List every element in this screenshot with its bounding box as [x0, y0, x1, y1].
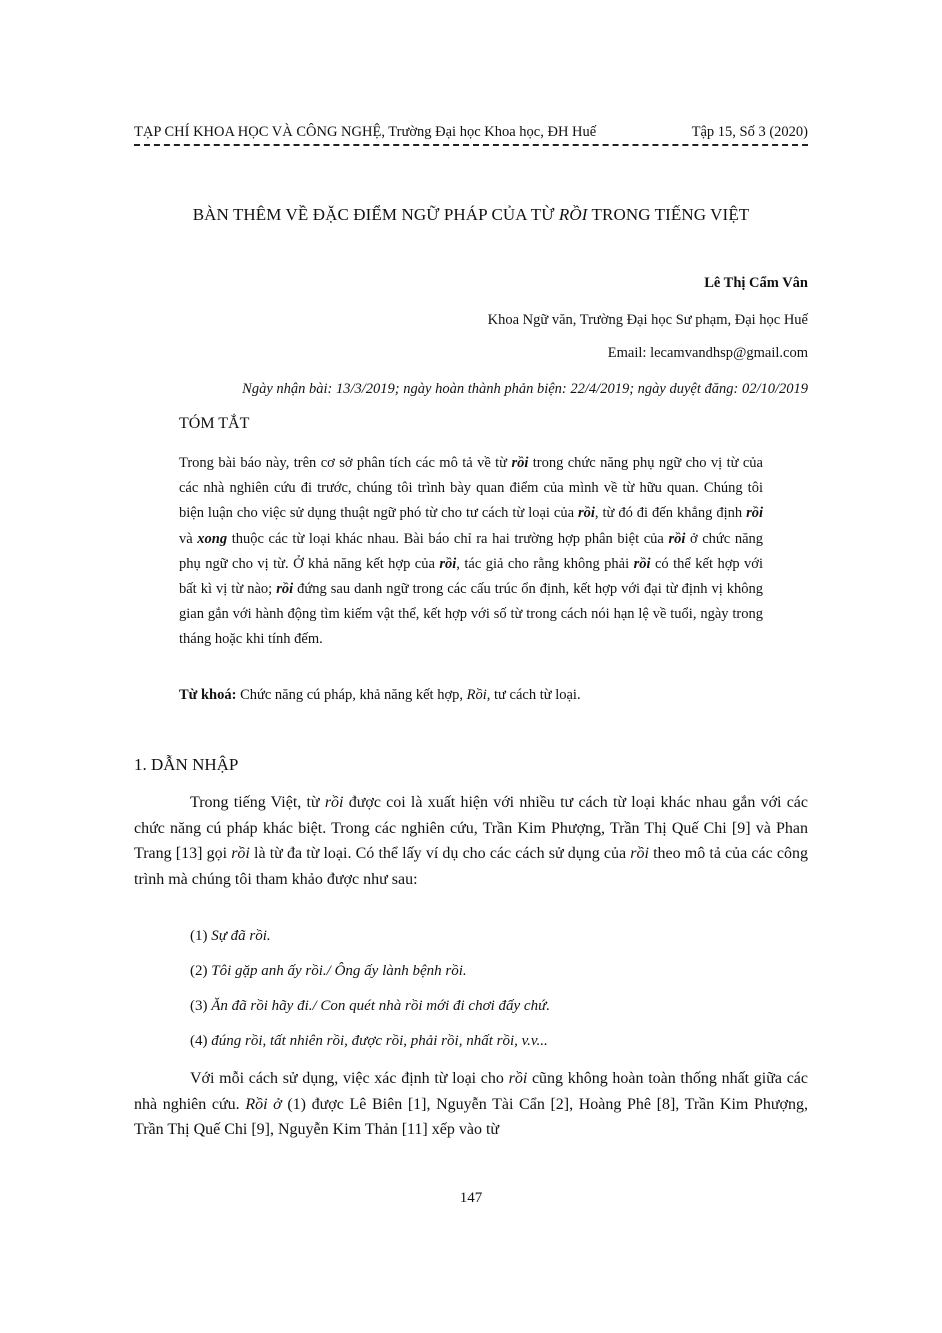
example-4: (4) đúng rồi, tất nhiên rồi, được rồi, phải rồi, nhất rồi, v.v... — [190, 1033, 548, 1049]
header-divider — [134, 144, 808, 146]
paragraph-intro: Trong tiếng Việt, từ rồi được coi là xuất hiện với nhiều tư cách từ loại khác nhau gắn với các chức năng cú pháp khác biệt. Trong các nghiên cứu, Trần Kim Phượng, Trần Thị Quế Chi [9] và Phan Trang [13] gọi rồi là từ đa từ loại. Có thể lấy ví dụ cho các cách sử dụng của rồi theo mô tả của các công trình mà chúng tôi tham khảo được như sau: — [134, 794, 808, 888]
example-1: (1) Sự đã rồi. — [190, 928, 271, 944]
keywords-label: Từ khoá: — [179, 687, 237, 703]
submission-dates: Ngày nhận bài: 13/3/2019; ngày hoàn thành phản biện: 22/4/2019; ngày duyệt đăng: 02/10/2019 — [242, 381, 808, 397]
example-3: (3) Ăn đã rồi hãy đi./ Con quét nhà rồi mới đi chơi đấy chứ. — [190, 998, 550, 1014]
abstract-heading: TÓM TẮT — [179, 415, 250, 432]
section-heading: 1. DẪN NHẬP — [134, 755, 239, 774]
paragraph-classification: Với mỗi cách sử dụng, việc xác định từ loại cho rồi cũng không hoàn toàn thống nhất giữa các nhà nghiên cứu. Rồi ở (1) được Lê Biên [1], Nguyễn Tài Cẩn [2], Hoàng Phê [8], Trần Kim Phượng, Trần Thị Quế Chi [9], Nguyễn Kim Thản [11] xếp vào từ — [134, 1070, 809, 1139]
journal-name: TẠP CHÍ KHOA HỌC VÀ CÔNG NGHỆ, Trường Đại học Khoa học, ĐH Huế — [134, 124, 597, 140]
volume-info: Tập 15, Số 3 (2020) — [691, 124, 808, 140]
author-email: Email: lecamvandhsp@gmail.com — [607, 345, 808, 361]
example-2: (2) Tôi gặp anh ấy rồi./ Ông ấy lành bệnh rồi. — [190, 963, 467, 979]
title-keyword: RỒI — [558, 205, 588, 224]
author-name: Lê Thị Cẩm Vân — [704, 275, 808, 291]
title-text: BÀN THÊM VỀ ĐẶC ĐIỂM NGỮ PHÁP CỦA TỪ — [192, 205, 559, 224]
keywords: Từ khoá: Chức năng cú pháp, khả năng kết hợp, Rồi, tư cách từ loại. — [179, 687, 581, 703]
page-number: 147 — [459, 1190, 483, 1206]
article-title — [134, 205, 808, 225]
title-text-end: TRONG TIẾNG VIỆT — [587, 205, 750, 224]
affiliation: Khoa Ngữ văn, Trường Đại học Sư phạm, Đại học Huế — [487, 312, 808, 328]
running-header — [134, 124, 808, 141]
abstract-body: Trong bài báo này, trên cơ sở phân tích các mô tả về từ rồi trong chức năng phụ ngữ cho vị từ của các nhà nghiên cứu đi trước, chúng tôi trình bày quan điểm của mình về từ hữu quan. Chúng tôi biện luận cho việc sử dụng thuật ngữ phó từ cho tư cách từ loại của rồi, từ đó đi đến khẳng định rồi và xong thuộc các từ loại khác nhau. Bài báo chỉ ra hai trường hợp phân biệt của rồi ở chức năng phụ ngữ cho vị từ. Ở khả năng kết hợp của rồi, tác giả cho rằng không phải rồi có thể kết hợp với bất kì vị từ nào; rồi đứng sau danh ngữ trong các cấu trúc ổn định, kết hợp với đại từ định vị không gian gắn với hành động tìm kiếm vật thể, kết hợp với số từ trong cách nói hạn lệ về tuổi, ngày trong tháng hoặc khi tính đếm. — [179, 455, 764, 648]
